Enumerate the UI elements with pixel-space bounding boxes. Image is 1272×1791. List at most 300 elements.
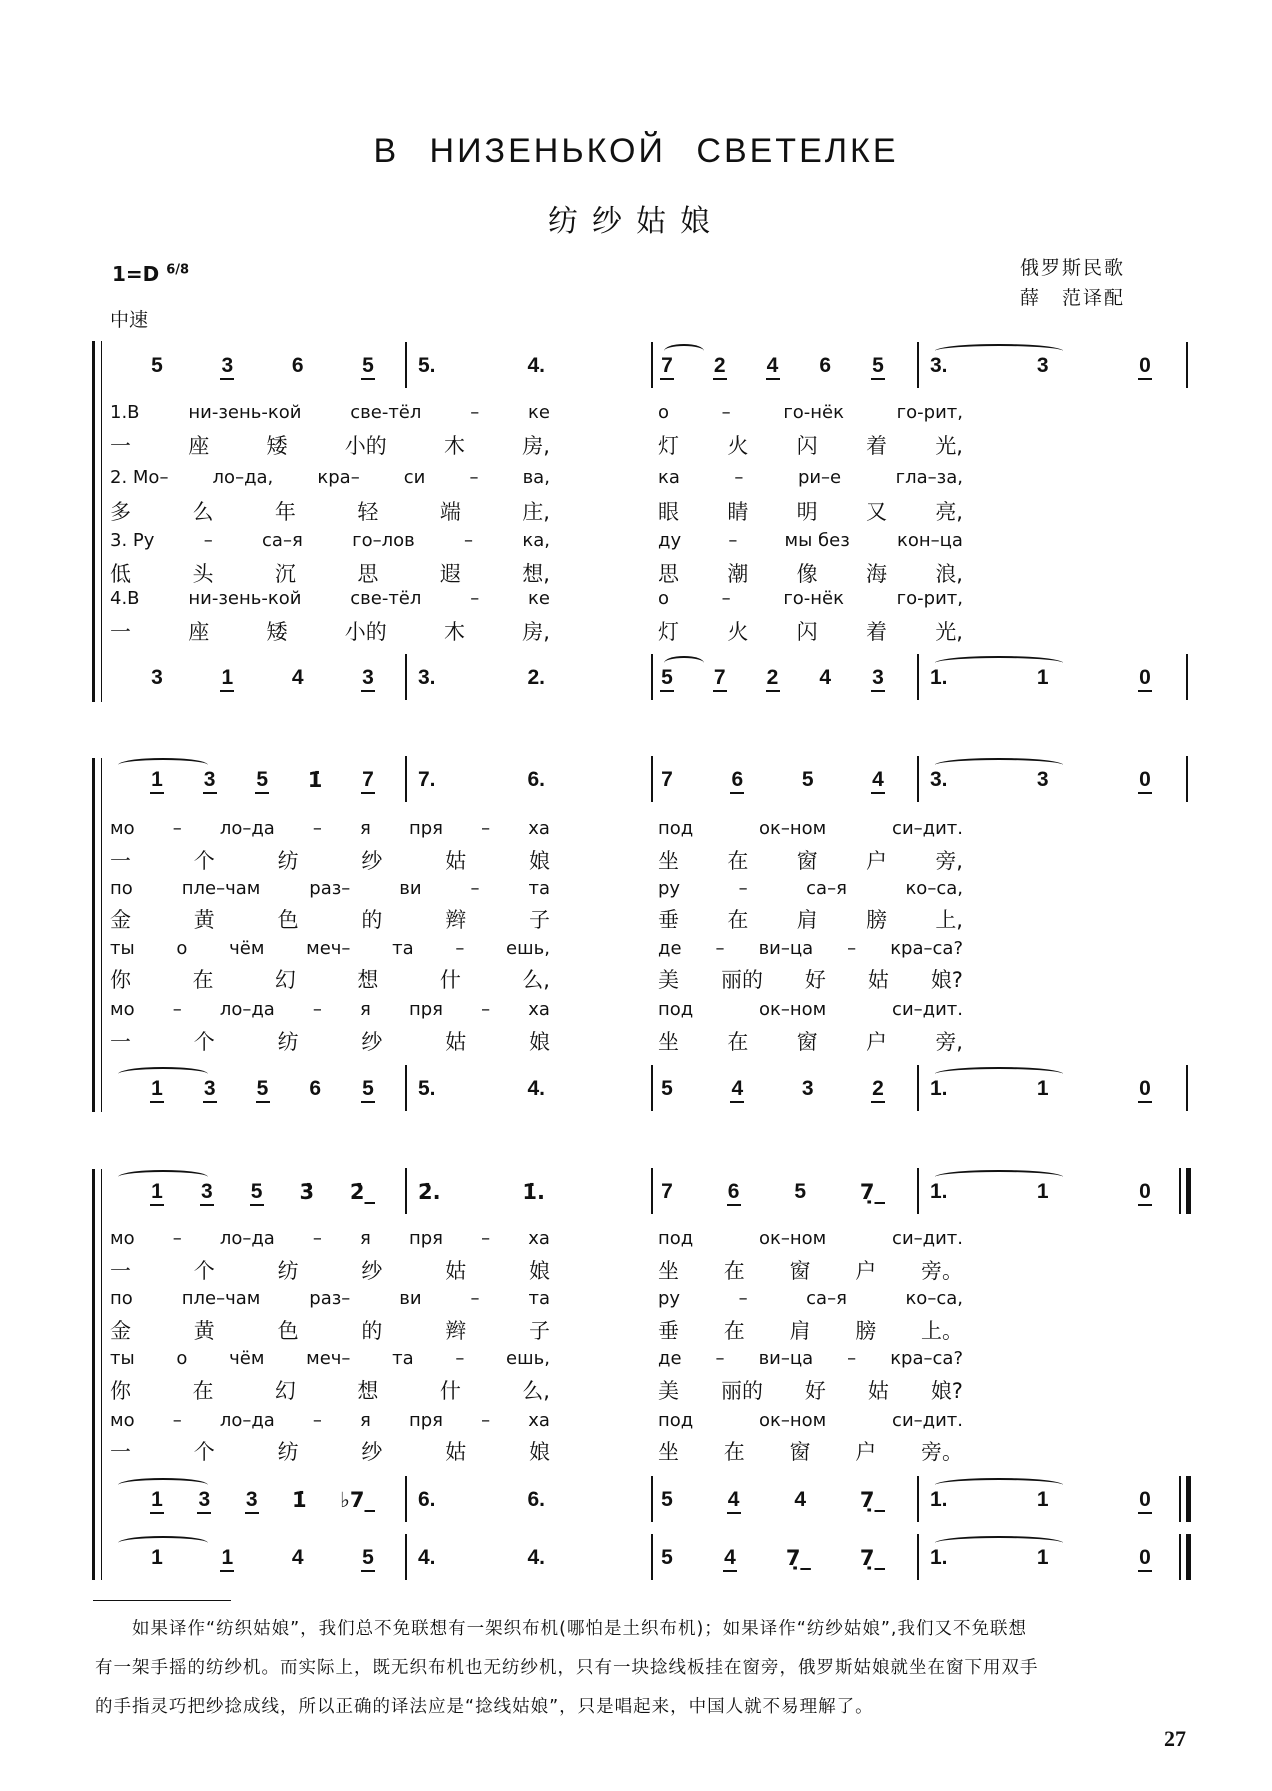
lyric-syllable: 木 [444, 620, 465, 644]
lyric-syllable: 亮, [935, 500, 963, 524]
lyric-syllable: по [110, 1288, 133, 1309]
lyric-syllable: кон–ца [897, 530, 963, 551]
note: 1 [151, 1546, 163, 1569]
lyric-syllable: – [470, 1288, 480, 1309]
note: 4 [291, 1546, 304, 1569]
note: 1 [1036, 1546, 1049, 1569]
lyric-syllable: чём [229, 938, 265, 959]
lyric-line [110, 964, 550, 994]
lyric-syllable: ри–е [797, 467, 842, 488]
note: 5 [661, 1488, 673, 1511]
lyric-syllable: пле–чам [181, 878, 261, 899]
note: 5 [361, 1077, 375, 1103]
lyric-syllable: 在 [723, 1259, 745, 1283]
lyric-line [110, 402, 550, 423]
bar-line [405, 756, 407, 802]
bar-line [651, 1534, 653, 1580]
lyric-syllable: ло–да [219, 818, 275, 839]
note: 6 [819, 354, 832, 377]
note: 4. [527, 354, 545, 377]
note: 2. [527, 666, 545, 689]
note: 1 [150, 1488, 164, 1514]
note: 4 [794, 1488, 807, 1511]
note: 6 [730, 768, 744, 794]
lyric-syllable: 辫 [445, 1319, 467, 1343]
lyric-syllable: 遐 [439, 562, 461, 586]
lyric-syllable: 着 [865, 620, 887, 644]
slur-mark [118, 758, 208, 772]
lyric-syllable: под [658, 818, 694, 839]
measure [660, 1488, 885, 1514]
lyric-syllable: ко–са, [905, 1288, 963, 1309]
lyric-syllable: пря [408, 999, 443, 1020]
lyric-syllable: де [658, 1348, 682, 1369]
lyric-syllable: – [728, 530, 738, 551]
lyric-syllable: го–лов [352, 530, 415, 551]
note: 7 [713, 666, 727, 692]
lyric-syllable: раз– [309, 878, 351, 899]
lyric-syllable: 头 [192, 562, 214, 586]
lyric-line [658, 1288, 963, 1309]
lyric-syllable: 一 [110, 434, 131, 458]
note: 3 [203, 768, 217, 794]
lyric-syllable: кра–са? [890, 938, 963, 959]
lyric-syllable: – [470, 402, 480, 423]
bar-line [917, 1476, 919, 1522]
lyric-syllable: си–дит. [892, 1228, 963, 1249]
note: 2 [766, 666, 780, 692]
lyric-syllable: о [176, 1348, 188, 1369]
lyric-syllable: 么 [192, 500, 214, 524]
lyric-syllable: ка, [522, 530, 550, 551]
bar-line [1186, 654, 1188, 700]
lyric-syllable: 纺 [277, 849, 299, 873]
lyric-syllable: 户 [855, 1259, 877, 1283]
note: 3 [801, 1077, 814, 1100]
lyric-syllable: 纺 [277, 1259, 299, 1283]
lyric-line [110, 558, 550, 588]
lyric-line [110, 878, 550, 899]
bar-line [651, 342, 653, 388]
note: 4 [766, 354, 780, 380]
lyric-syllable: 个 [193, 1440, 215, 1464]
lyric-syllable: 什 [439, 1379, 461, 1403]
slur-mark [664, 344, 704, 358]
note: 6. [527, 1488, 545, 1511]
bar-line [405, 1534, 407, 1580]
measure [150, 666, 375, 692]
lyric-syllable: – [715, 1348, 725, 1369]
bar-line [405, 342, 407, 388]
lyric-syllable: све-тёл [350, 588, 422, 609]
lyric-syllable: 好 [804, 968, 826, 992]
note: 5 [361, 354, 375, 380]
lyric-syllable: 娘 [528, 849, 550, 873]
bar-line [1186, 1065, 1188, 1111]
lyric-syllable: 2. Мо– [110, 467, 169, 488]
lyric-syllable: ок–ном [759, 999, 827, 1020]
lyric-syllable: 坐 [658, 1440, 679, 1464]
lyric-syllable: 坐 [658, 1030, 679, 1054]
lyric-syllable: кра– [317, 467, 360, 488]
lyric-syllable: 丽的 [720, 968, 763, 992]
lyric-syllable: мо [110, 1228, 135, 1249]
note: 4 [730, 1077, 744, 1103]
measure [418, 666, 545, 690]
credit-translator: 薛 范译配 [1020, 287, 1126, 309]
lyric-syllable: 户 [865, 849, 887, 873]
tie-mark [935, 1478, 1063, 1492]
lyric-syllable: 座 [188, 434, 210, 458]
measure [418, 1180, 545, 1204]
note: 1. [930, 1077, 948, 1100]
lyric-syllable: ло–да [219, 1228, 275, 1249]
lyric-syllable: 金 [110, 908, 131, 932]
note: 3. [930, 354, 948, 377]
lyric-syllable: та [528, 878, 550, 899]
lyric-syllable: 在 [727, 908, 749, 932]
lyric-syllable: 娘 [528, 1259, 550, 1283]
lyric-syllable: ешь, [506, 938, 550, 959]
lyric-syllable: 坐 [658, 1259, 679, 1283]
lyric-syllable: 什 [439, 968, 461, 992]
bar-line [917, 654, 919, 700]
lyric-syllable: 姑 [445, 1440, 467, 1464]
note: 3 [1036, 354, 1049, 377]
slur-mark [664, 656, 704, 670]
tie-mark [935, 1536, 1063, 1550]
note: 5 [250, 1180, 264, 1206]
lyric-syllable: 幻 [274, 968, 296, 992]
lyric-syllable: пря [408, 1228, 443, 1249]
bar-line [917, 756, 919, 802]
lyric-syllable: – [481, 1410, 491, 1431]
note: 1 [150, 768, 164, 794]
lyric-syllable: под [658, 1228, 694, 1249]
lyric-syllable: ешь, [506, 1348, 550, 1369]
note: 7 [361, 768, 375, 794]
bar-line [917, 1168, 919, 1214]
lyric-syllable: са–я [262, 530, 303, 551]
lyric-syllable: ты [110, 938, 135, 959]
lyric-line [658, 496, 963, 526]
measure [150, 354, 375, 380]
note: 5 [801, 768, 814, 791]
lyric-line [658, 1436, 963, 1466]
lyric-syllable: 丽的 [720, 1379, 763, 1403]
lyric-line [110, 496, 550, 526]
tie-mark [935, 1067, 1063, 1081]
lyric-syllable: 姑 [445, 1030, 467, 1054]
lyric-syllable: ты [110, 1348, 135, 1369]
bar-line [651, 1168, 653, 1214]
lyric-syllable: я [360, 818, 371, 839]
lyric-line [658, 588, 963, 609]
lyric-syllable: 户 [855, 1440, 877, 1464]
lyric-syllable: под [658, 999, 694, 1020]
lyric-syllable: 窗 [796, 849, 818, 873]
lyric-syllable: ло–да [219, 999, 275, 1020]
note: 7̣_ [859, 1180, 885, 1204]
lyric-line [110, 467, 550, 488]
lyric-syllable: пря [408, 818, 443, 839]
lyric-syllable: 沉 [274, 562, 296, 586]
lyric-syllable: 年 [274, 500, 296, 524]
lyric-syllable: 黄 [193, 908, 215, 932]
footnote-rule [93, 1600, 231, 1601]
lyric-syllable: пря [408, 1410, 443, 1431]
lyric-syllable: – [312, 1228, 322, 1249]
lyric-syllable: 房, [522, 620, 550, 644]
lyric-syllable: 一 [110, 1030, 131, 1054]
lyric-syllable: – [172, 999, 182, 1020]
lyric-syllable: го-рит, [896, 588, 963, 609]
lyric-syllable: си–дит. [892, 1410, 963, 1431]
lyric-syllable: – [738, 878, 748, 899]
lyric-syllable: 矮 [266, 434, 288, 458]
lyric-line [658, 558, 963, 588]
note: 1 [1036, 1180, 1049, 1203]
note: 5. [418, 354, 436, 377]
lyric-syllable: 睛 [727, 500, 749, 524]
lyric-line [110, 1255, 550, 1285]
lyric-syllable: ви–ца [758, 938, 814, 959]
note: 3 [871, 666, 885, 692]
lyric-syllable: ке [528, 588, 550, 609]
lyric-syllable: меч– [306, 1348, 351, 1369]
lyric-syllable: – [312, 818, 322, 839]
slur-mark [118, 1067, 208, 1081]
note: 0 [1138, 1546, 1152, 1572]
note: 1̇ [307, 768, 323, 792]
lyric-syllable: 在 [727, 849, 749, 873]
lyric-line [658, 999, 963, 1020]
lyric-syllable: – [847, 1348, 857, 1369]
lyric-syllable: 垂 [658, 1319, 679, 1343]
lyric-syllable: – [203, 530, 213, 551]
lyric-syllable: 窗 [789, 1440, 811, 1464]
lyric-syllable: 纱 [361, 849, 383, 873]
note: 7̣_ [859, 1488, 885, 1512]
lyric-syllable: 户 [865, 1030, 887, 1054]
lyric-line [110, 1410, 550, 1431]
lyric-syllable: – [734, 467, 744, 488]
note: 0 [1138, 1488, 1152, 1514]
lyric-syllable: 窗 [796, 1030, 818, 1054]
note: 5 [256, 1077, 270, 1103]
lyric-syllable: 潮 [727, 562, 749, 586]
lyric-syllable: кра–са? [890, 1348, 963, 1369]
lyric-syllable: пле–чам [181, 1288, 261, 1309]
note: 4 [819, 666, 832, 689]
lyric-syllable: 思 [357, 562, 379, 586]
lyric-syllable: 想, [522, 562, 550, 586]
note: 5. [418, 1077, 436, 1100]
lyric-syllable: 个 [193, 849, 215, 873]
lyric-syllable: 姑 [867, 1379, 889, 1403]
lyric-syllable: 膀 [855, 1319, 877, 1343]
note: 1. [930, 1180, 948, 1203]
lyric-syllable: 多 [110, 500, 131, 524]
lyric-syllable: го-нёк [783, 588, 845, 609]
note: 7 [660, 354, 674, 380]
note: 1 [150, 1077, 164, 1103]
note: 4 [723, 1546, 737, 1572]
lyric-syllable: 海 [865, 562, 887, 586]
lyric-line [110, 818, 550, 839]
lyric-syllable: – [470, 588, 480, 609]
bar-line [651, 756, 653, 802]
lyric-syllable: чём [229, 1348, 265, 1369]
lyric-syllable: 的 [361, 1319, 383, 1343]
lyric-syllable: 你 [110, 1379, 131, 1403]
lyric-syllable: под [658, 1410, 694, 1431]
lyric-syllable: го-нёк [783, 402, 845, 423]
lyric-syllable: – [455, 1348, 465, 1369]
lyric-line [658, 878, 963, 899]
slur-mark [118, 1170, 208, 1184]
bar-line [405, 1065, 407, 1111]
note: ♭7_ [339, 1488, 375, 1512]
lyric-line [658, 904, 963, 934]
lyric-syllable: си [403, 467, 426, 488]
lyric-syllable: 想 [357, 968, 379, 992]
lyric-syllable: ру [658, 1288, 681, 1309]
lyric-line [658, 845, 963, 875]
lyric-syllable: ни-зень-кой [188, 588, 302, 609]
lyric-syllable: 座 [188, 620, 210, 644]
lyric-syllable: 眼 [658, 500, 679, 524]
bar-line [917, 1534, 919, 1580]
lyric-syllable: 个 [193, 1259, 215, 1283]
lyric-syllable: 姑 [445, 1259, 467, 1283]
note: 1 [1036, 1488, 1049, 1511]
lyric-line [658, 1348, 963, 1369]
note: 5 [871, 354, 885, 380]
lyric-syllable: 3. Ру [110, 530, 155, 551]
time-signature: 6/8 [166, 262, 190, 278]
lyric-syllable: мо [110, 999, 135, 1020]
slur-mark [118, 1536, 208, 1550]
lyric-syllable: 纺 [277, 1440, 299, 1464]
lyric-syllable: 黄 [193, 1319, 215, 1343]
lyric-line [658, 1228, 963, 1249]
lyric-line [658, 818, 963, 839]
lyric-syllable: 旁, [935, 849, 963, 873]
note: 3 [151, 666, 163, 689]
lyric-syllable: 闪 [796, 620, 818, 644]
note: 0 [1138, 1180, 1152, 1206]
lyric-syllable: 在 [727, 1030, 749, 1054]
lyric-syllable: 灯 [658, 434, 679, 458]
note: 1 [220, 1546, 234, 1572]
lyric-syllable: – [715, 938, 725, 959]
note: 1. [930, 666, 948, 689]
note: 1̇ [291, 1488, 307, 1512]
lyric-syllable: све-тёл [350, 402, 422, 423]
lyric-syllable: 低 [110, 562, 131, 586]
note: 1 [150, 1180, 164, 1206]
measure [418, 1077, 545, 1101]
lyric-syllable: – [721, 588, 731, 609]
note: 3 [197, 1488, 211, 1514]
lyric-syllable: 旁, [935, 1030, 963, 1054]
lyric-syllable: ке [528, 402, 550, 423]
lyric-syllable: мо [110, 1410, 135, 1431]
note: 0 [1138, 1077, 1152, 1103]
lyric-line [110, 904, 550, 934]
lyric-syllable: 想 [357, 1379, 379, 1403]
note: 1 [1036, 1077, 1049, 1100]
lyric-syllable: 旁。 [921, 1259, 963, 1283]
bar-line [1186, 1534, 1191, 1580]
lyric-line [110, 1436, 550, 1466]
note: 7 [661, 1180, 673, 1203]
lyric-line [110, 938, 550, 959]
bar-line [1179, 1534, 1181, 1580]
lyric-syllable: – [721, 402, 731, 423]
note: 3̇ [299, 1180, 315, 1204]
lyric-syllable: 辫 [445, 908, 467, 932]
lyric-syllable: 光, [935, 620, 963, 644]
lyric-syllable: ха [528, 1228, 550, 1249]
footnote-line: 的手指灵巧把纱捻成线，所以正确的译法应是“捻线姑娘”，只是唱起来，中国人就不易理解了。 [95, 1697, 874, 1717]
lyric-syllable: 在 [723, 1440, 745, 1464]
note: 5 [255, 768, 269, 794]
lyric-syllable: 纱 [361, 1259, 383, 1283]
system-bracket [92, 1169, 101, 1580]
lyric-line [658, 467, 963, 488]
lyric-syllable: 垂 [658, 908, 679, 932]
lyric-line [658, 938, 963, 959]
lyric-syllable: 娘 [528, 1440, 550, 1464]
lyric-syllable: ко–са, [905, 878, 963, 899]
note: 1. [930, 1546, 948, 1569]
lyric-syllable: 金 [110, 1319, 131, 1343]
note: 6 [727, 1180, 741, 1206]
lyric-syllable: 色 [277, 1319, 299, 1343]
lyric-syllable: ок–ном [759, 818, 827, 839]
tie-mark [935, 758, 1063, 772]
lyric-syllable: ру [658, 878, 681, 899]
lyric-syllable: 在 [192, 968, 214, 992]
lyric-syllable: 矮 [266, 620, 288, 644]
lyric-syllable: 你 [110, 968, 131, 992]
note: 2̇_ [349, 1180, 375, 1204]
lyric-syllable: 浪, [935, 562, 963, 586]
lyric-syllable: – [172, 1228, 182, 1249]
system-bracket [92, 341, 101, 702]
lyric-line [110, 1288, 550, 1309]
lyric-syllable: 纱 [361, 1030, 383, 1054]
note: 0 [1138, 768, 1152, 794]
lyric-line [658, 530, 963, 551]
bar-line [1179, 1168, 1181, 1214]
lyric-syllable: 娘 [528, 1030, 550, 1054]
lyric-syllable: по [110, 878, 133, 899]
lyric-syllable: 闪 [796, 434, 818, 458]
lyric-syllable: мо [110, 818, 135, 839]
lyric-syllable: 子 [528, 908, 550, 932]
lyric-syllable: 膀 [865, 908, 887, 932]
measure [660, 1180, 885, 1206]
lyric-syllable: 1.В [110, 402, 140, 423]
note: 5 [361, 1546, 375, 1572]
lyric-syllable: 旁。 [921, 1440, 963, 1464]
bar-line [651, 1476, 653, 1522]
lyric-syllable: 着 [865, 434, 887, 458]
note: 5 [794, 1180, 807, 1203]
